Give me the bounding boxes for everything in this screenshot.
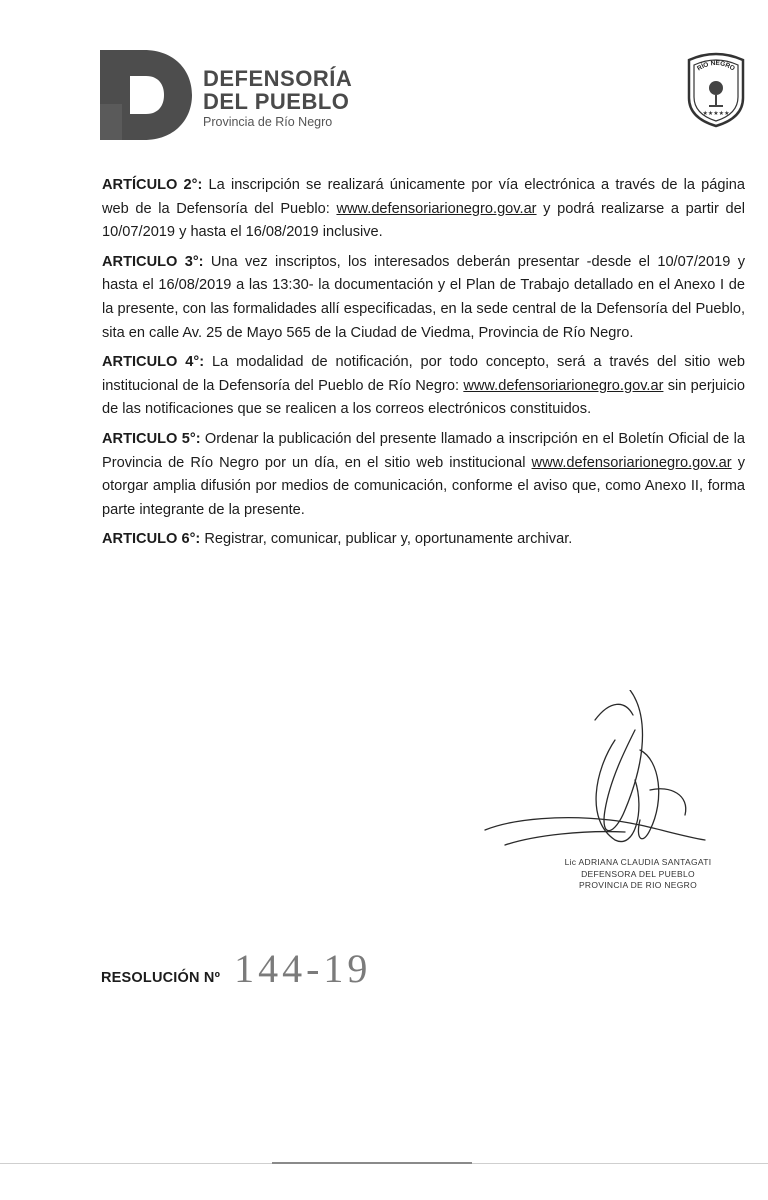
svg-text:★★★★★: ★★★★★ bbox=[702, 111, 730, 117]
signatory-role: DEFENSORA DEL PUEBLO bbox=[581, 868, 695, 879]
defensoria-logo-icon bbox=[100, 50, 192, 140]
article-6 bbox=[102, 528, 745, 552]
signatory-name: Lic ADRIANA CLAUDIA SANTAGATI bbox=[564, 857, 712, 867]
logo-text bbox=[203, 67, 352, 129]
article-heading: ARTICULO 4°: bbox=[102, 354, 205, 371]
article-heading: ARTICULO 6°: bbox=[102, 531, 201, 548]
logo-title-line1: DEFENSORÍA bbox=[203, 66, 353, 91]
logo-title-line2: DEL PUEBLO bbox=[203, 89, 350, 114]
article-4 bbox=[102, 351, 745, 422]
rio-negro-crest-icon bbox=[685, 52, 747, 128]
website-link[interactable]: www.defensoriarionegro.gov.ar bbox=[463, 377, 664, 394]
resolution-label: RESOLUCIÓN Nº bbox=[101, 970, 221, 986]
article-heading: ARTICULO 3°: bbox=[102, 253, 204, 270]
article-2 bbox=[102, 174, 745, 245]
website-link[interactable]: www.defensoriarionegro.gov.ar bbox=[336, 200, 537, 217]
article-3 bbox=[102, 251, 745, 345]
article-heading: ARTÍCULO 2°: bbox=[102, 177, 203, 193]
signatory-province: PROVINCIA DE RIO NEGRO bbox=[578, 880, 698, 890]
article-text: Registrar, comunicar, publicar y, oportunamente archivar. bbox=[200, 531, 573, 548]
article-text: y otorgar amplia difusión por medios de comunicación, conforme el aviso que, como Anexo II, forma parte integrante de la presente. bbox=[102, 454, 745, 518]
article-text: Ordenar la publicación del presente llamado a inscripción en el Boletín Oficial de la Provincia de Río Negro por un día, en el sitio web institucional bbox=[102, 430, 745, 471]
article-text: La modalidad de notificación, por todo concepto, será a través del sitio web institucional de la Defensoría del Pueblo de Río Negro: bbox=[102, 354, 746, 394]
logo-subtitle: Provincia de Río Negro bbox=[203, 115, 333, 129]
resolution-body bbox=[102, 174, 745, 558]
resolution-number: 144-19 bbox=[234, 946, 372, 991]
page-bottom-divider-accent bbox=[272, 1162, 472, 1164]
handwritten-signature-icon bbox=[475, 690, 715, 860]
svg-text:RÍO NEGRO: RÍO NEGRO bbox=[696, 59, 736, 73]
signature-block bbox=[548, 857, 728, 892]
website-link[interactable]: www.defensoriarionegro.gov.ar bbox=[531, 454, 732, 471]
article-text: y podrá realizarse a partir del 10/07/2019 y hasta el 16/08/2019 inclusive. bbox=[102, 200, 745, 241]
resolution-stamp bbox=[101, 945, 371, 992]
article-text: sin perjuicio de las notificaciones que se realicen a los correos electrónicos constituidos. bbox=[102, 377, 745, 418]
article-heading: ARTICULO 5°: bbox=[102, 430, 201, 447]
article-text: La inscripción se realizará únicamente por vía electrónica a través de la página web de la Defensoría del Pueblo: bbox=[102, 177, 745, 217]
article-text: Una vez inscriptos, los interesados deberán presentar -desde el 10/07/2019 y hasta el 16/08/2019 a las 13:30- la documentación y el Plan de Trabajo detallado en el Anexo I de la presente, con las formalidades allí especificadas, en la sede central de la Defensoría del Pueblo, sita en calle Av. 25 de Mayo 565 de la Ciudad de Viedma, Provincia de Río Negro. bbox=[102, 253, 745, 341]
article-5 bbox=[102, 428, 745, 522]
